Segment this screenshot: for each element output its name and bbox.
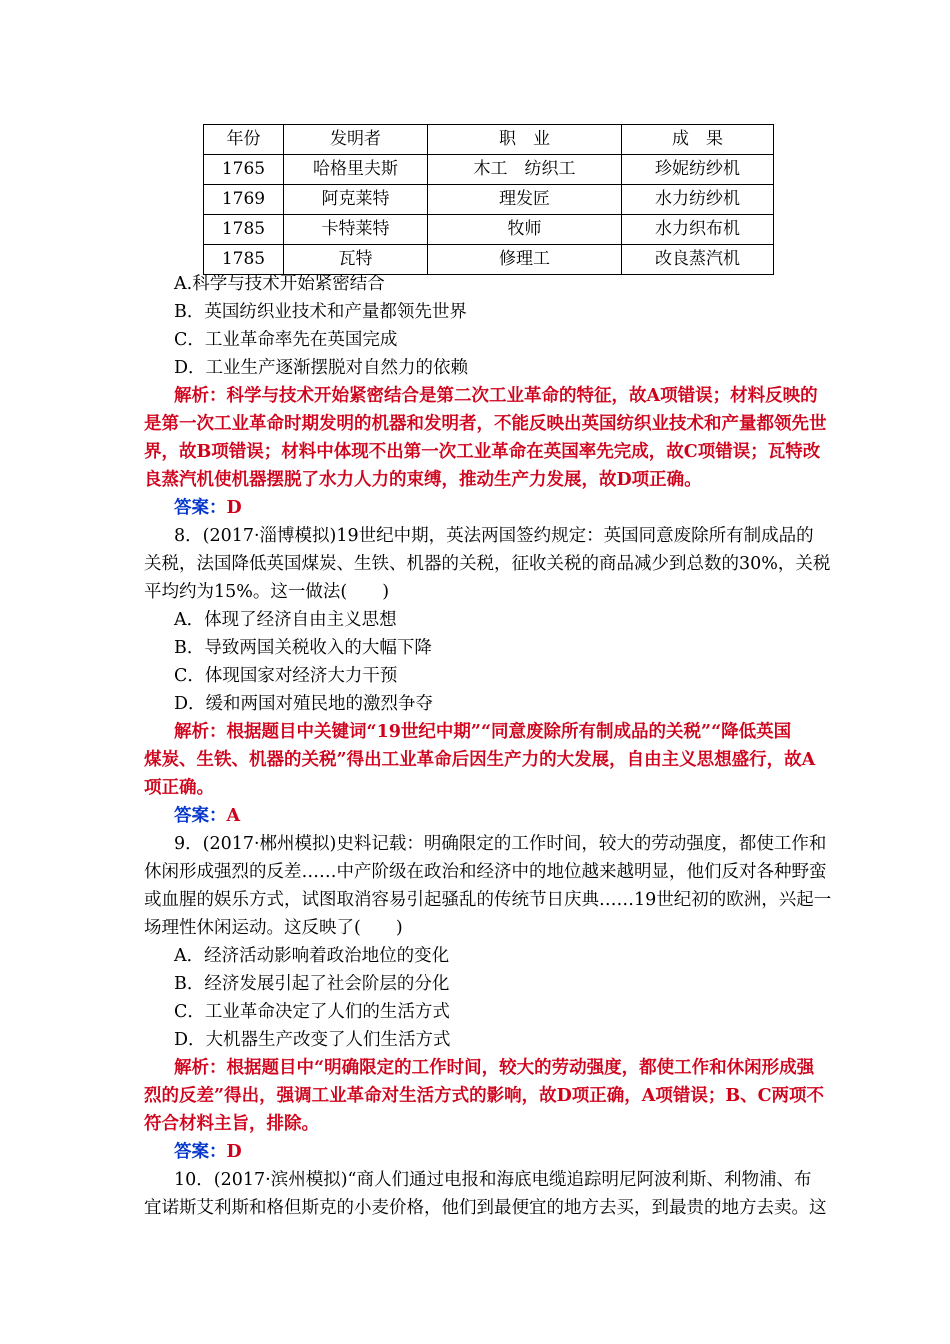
q10-stem-line: 宜诺斯艾利斯和格但斯克的小麦价格，他们到最便宜的地方去买，到最贵的地方去卖。这	[144, 1198, 827, 1218]
table-row	[204, 215, 774, 245]
q8-answer	[174, 802, 240, 830]
q7-option-b: B．英国纺织业技术和产量都领先世界	[174, 302, 467, 322]
table-cell: 理发匠	[428, 185, 622, 215]
q8-analysis-line: 煤炭、生铁、机器的关税”得出工业革命后因生产力的大发展，自由主义思想盛行，故A	[144, 750, 816, 770]
q8-stem-line: 平均约为15%。这一做法( )	[144, 582, 390, 602]
q9-stem-line: 场理性休闲运动。这反映了( )	[144, 918, 403, 938]
q9-analysis-line: 解析：根据题目中“明确限定的工作时间，较大的劳动强度，都使工作和休闲形成强	[174, 1058, 815, 1078]
q8-answer-value: A	[226, 806, 241, 826]
q7-answer-value: D	[226, 498, 242, 518]
q8-option-d: D．缓和两国对殖民地的激烈争夺	[174, 694, 434, 714]
q8-option-c: C．体现国家对经济大力干预	[174, 666, 398, 686]
q7-answer-label: 答案：	[174, 498, 227, 518]
table-cell: 水力织布机	[622, 215, 774, 245]
q7-option-d: D．工业生产逐渐摆脱对自然力的依赖	[174, 358, 469, 378]
table-cell: 1769	[204, 185, 284, 215]
q9-analysis-line: 符合材料主旨，排除。	[144, 1114, 319, 1134]
table-header-cell: 职 业	[428, 125, 622, 155]
q9-stem-line: 9．(2017·郴州模拟)史料记载：明确限定的工作时间，较大的劳动强度，都使工作和	[174, 834, 827, 854]
q8-stem-line: 关税，法国降低英国煤炭、生铁、机器的关税，征收关税的商品减少到总数的30%，关税	[144, 554, 831, 574]
table-cell: 瓦特	[284, 245, 428, 275]
q8-option-a: A．体现了经济自由主义思想	[174, 610, 397, 630]
q9-option-a: A．经济活动影响着政治地位的变化	[174, 946, 450, 966]
table-cell: 木工 纺织工	[428, 155, 622, 185]
q9-answer-label: 答案：	[174, 1142, 227, 1162]
q7-analysis-line: 良蒸汽机使机器摆脱了水力人力的束缚，推动生产力发展，故D项正确。	[144, 470, 702, 490]
q7-analysis-line: 解析：科学与技术开始紧密结合是第二次工业革命的特征，故A项错误；材料反映的	[174, 386, 818, 406]
table-cell: 1765	[204, 155, 284, 185]
inventors-table	[203, 124, 774, 275]
q9-stem-line: 休闲形成强烈的反差……中产阶级在政治和经济中的地位越来越明显，他们反对各种野蛮	[144, 862, 827, 882]
q7-analysis-label: 解析：	[174, 386, 227, 406]
table-cell: 1785	[204, 215, 284, 245]
q8-stem-line: 8．(2017·淄博模拟)19世纪中期，英法两国签约规定：英国同意废除所有制成品的	[174, 526, 814, 546]
q9-option-b: B．经济发展引起了社会阶层的分化	[174, 974, 450, 994]
q9-analysis-label: 解析：	[174, 1058, 227, 1078]
q7-option-c: C．工业革命率先在英国完成	[174, 330, 398, 350]
table-cell: 阿克莱特	[284, 185, 428, 215]
q8-analysis-line: 解析：根据题目中关键词“19世纪中期”“同意废除所有制成品的关税”“降低英国	[174, 722, 792, 742]
table-cell: 珍妮纺纱机	[622, 155, 774, 185]
table-row	[204, 155, 774, 185]
q8-analysis-line: 项正确。	[144, 778, 214, 798]
table-header-row	[204, 125, 774, 155]
q7-analysis-line: 界，故B项错误；材料中体现不出第一次工业革命在英国率先完成，故C项错误；瓦特改	[144, 442, 821, 462]
table-cell: 哈格里夫斯	[284, 155, 428, 185]
q9-option-c: C．工业革命决定了人们的生活方式	[174, 1002, 450, 1022]
table-cell: 1785	[204, 245, 284, 275]
q10-stem-line: 10．(2017·滨州模拟)“商人们通过电报和海底电缆追踪明尼阿波利斯、利物浦、布	[174, 1170, 812, 1190]
q9-stem-line: 或血腥的娱乐方式，试图取消容易引起骚乱的传统节日庆典……19世纪初的欧洲，兴起一	[144, 890, 832, 910]
q9-option-d: D．大机器生产改变了人们生活方式	[174, 1030, 451, 1050]
q7-option-a: A.科学与技术开始紧密结合	[174, 274, 385, 294]
q7-answer	[174, 494, 242, 522]
q9-answer-value: D	[226, 1142, 242, 1162]
table-cell: 改良蒸汽机	[622, 245, 774, 275]
table-cell: 修理工	[428, 245, 622, 275]
table-row	[204, 185, 774, 215]
table-header-cell: 发明者	[284, 125, 428, 155]
table-header-cell: 年份	[204, 125, 284, 155]
table-cell: 卡特莱特	[284, 215, 428, 245]
q9-answer	[174, 1138, 242, 1166]
table-cell: 牧师	[428, 215, 622, 245]
q8-analysis-label: 解析：	[174, 722, 227, 742]
q9-analysis-line: 烈的反差”得出，强调工业革命对生活方式的影响，故D项正确，A项错误；B、C两项不	[144, 1086, 825, 1106]
q7-analysis-line: 是第一次工业革命时期发明的机器和发明者，不能反映出英国纺织业技术和产量都领先世	[144, 414, 827, 434]
table-header-cell: 成 果	[622, 125, 774, 155]
table-cell: 水力纺纱机	[622, 185, 774, 215]
q8-option-b: B．导致两国关税收入的大幅下降	[174, 638, 432, 658]
q8-answer-label: 答案：	[174, 806, 227, 826]
